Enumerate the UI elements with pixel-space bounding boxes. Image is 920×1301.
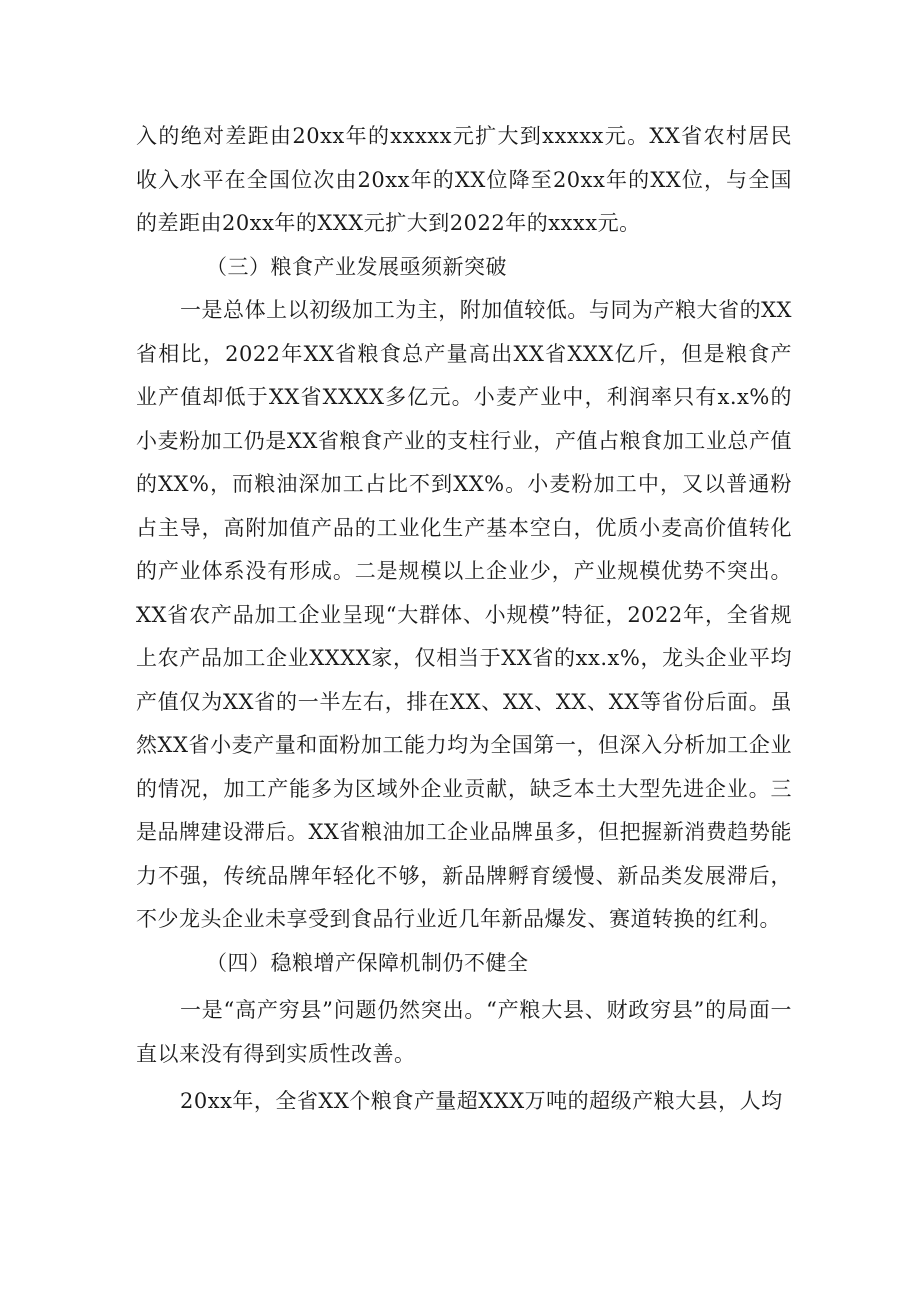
paragraph-high-yield-poor-county: 一是“高产穷县”问题仍然突出。“产粮大县、财政穷县”的局面一直以来没有得到实质性改善。 xyxy=(136,998,792,1066)
paragraph-continuation: 入的绝对差距由20xx年的xxxxx元扩大到xxxxx元。XX省农村居民收入水平在全国位次由20xx年的XX位降至20xx年的XX位，与全国的差距由20xx年的XXX元扩大到2022年的xxxx元。 xyxy=(136,124,792,235)
section-heading-3: （三）粮食产业发展亟须新突破 xyxy=(206,254,507,279)
paragraph-grain-industry: 一是总体上以初级加工为主，附加值较低。与同为产粮大省的XX省相比，2022年XX省粮食总产量高出XX省XXX亿斤，但是粮食产业产值却低于XX省XXXX多亿元。小麦产业中，利润率只有x.x%的小麦粉加工仍是XX省粮食产业的支柱行业，产值占粮食加工业总产值的XX%，而粮油深加工占比不到XX%。小麦粉加工中，又以普通粉占主导，高附加值产品的工业化生产基本空白，优质小麦高价值转化的产业体系没有形成。二是规模以上企业少，产业规模优势不突出。XX省农产品加工企业呈现“大群体、小规模”特征，2022年，全省规上农产品加工企业XXXX家，仅相当于XX省的xx.x%，龙头企业平均产值仅为XX省的一半左右，排在XX、XX、XX、XX等省份后面。虽然XX省小麦产量和面粉加工能力均为全国第一，但深入分析加工企业的情况，加工产能多为区域外企业贡献，缺乏本土大型先进企业。三是品牌建设滞后。XX省粮油加工企业品牌虽多，但把握新消费趋势能力不强，传统品牌年轻化不够，新品牌孵育缓慢、新品类发展滞后，不少龙头企业未享受到食品行业近几年新品爆发、赛道转换的红利。 xyxy=(136,298,792,931)
document-body xyxy=(136,115,792,1124)
section-heading-4: （四）稳粮增产保障机制仍不健全 xyxy=(206,950,529,975)
paragraph-super-grain-counties: 20xx年，全省XX个粮食产量超XXX万吨的超级产粮大县，人均 xyxy=(180,1089,783,1113)
